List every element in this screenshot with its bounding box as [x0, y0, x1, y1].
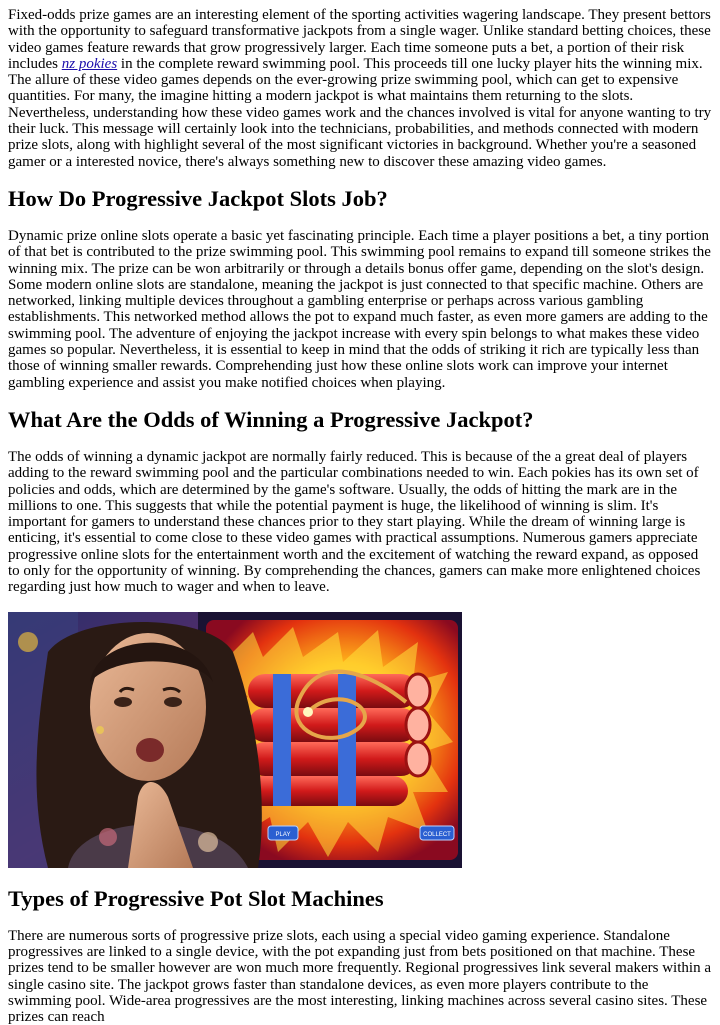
- machine-button-1-label: PLAY: [275, 831, 291, 838]
- nz-pokies-link[interactable]: nz pokies: [61, 55, 118, 72]
- intro-text-after-link: in the complete reward swimming pool. This proceeds till one lucky player hits the winning mix. The allure of these video games depends on the ever-growing prize swimming pool, which can get to expensive quantities. For many, the imagine hitting a modern jackpot is what maintains them returning to the slots. Nevertheless, understanding how these video games work and the chances involved is vital for anyone wanting to try their luck. This message will certainly look into the technicians, probabilities, and methods connected with modern prize slots, along with highlight several of the most significant victories in background. Whether you're a seasoned gamer or a interested novice, there's always something new to discover these amazing video games.: [8, 55, 712, 170]
- hero-image: [8, 612, 462, 868]
- section-heading-how-it-works: How Do Progressive Jackpot Slots Job?: [8, 185, 388, 211]
- dynamite-bundle: [248, 671, 430, 805]
- intro-paragraph: [8, 7, 712, 170]
- section-heading-odds: What Are the Odds of Winning a Progressive Jackpot?: [8, 406, 534, 432]
- machine-button-2-label: COLLECT: [423, 831, 451, 838]
- presenter-woman: [36, 622, 261, 868]
- section-body-types: There are numerous sorts of progressive prize slots, each using a special video gaming experience. Standalone progressives are linked to a single device, with the pot expanding just from bets positioned on that machine. These prizes tend to be smaller however are won much more frequently. Regional progressives link several makers within a single casino site. The jackpot grows faster than standalone devices, as even more players contribute to the swimming pool. Wide-area progressives are the most interesting, linking machines across several casino sites. These prizes can reach: [8, 927, 711, 1025]
- section-body-how-it-works: Dynamic prize online slots operate a basic yet fascinating principle. Each time a player positions a bet, a tiny portion of that bet is contributed to the prize swimming pool. This swimming pool remains to expand till someone strikes the winning mix. The prize can be won arbitrarily or through a details bonus offer game, depending on the slot's design. Some modern online slots are standalone, meaning the jackpot is just connected to that specific machine. Others are networked, linking multiple devices throughout a gambling enterprise or perhaps across various gambling establishments. This networked method allows the pot to expand much faster, as even more gamers are adding to the swimming pool. The adventure of enjoying the jackpot increase with every spin belongs to what makes these video games so popular. Nevertheless, it is essential to keep in mind that the odds of striking it rich are typically less than those of winning smaller rewards. Comprehending just how these online slots work can improve your internet gambling experience and assist you make notified choices when playing.: [8, 227, 711, 391]
- intro-text-before-link: Fixed-odds prize games are an interesting element of the sporting activities wagering landscape. They present bettors with the opportunity to safeguard transformative jackpots from a single wager. Unlike standard betting choices, these video games feature rewards that grow progressively larger. Each time someone puts a bet, a portion of their risk includes: [8, 7, 711, 72]
- section-heading-types: Types of Progressive Pot Slot Machines: [8, 885, 384, 911]
- casino-slot-photo: [8, 612, 462, 868]
- section-body-odds: The odds of winning a dynamic jackpot are normally fairly reduced. This is because of the a great deal of players adding to the reward swimming pool and the particular combinations needed to win. Each pokies has its own set of policies and odds, which are determined by the game's software. Usually, the odds of hitting the mark are in the millions to one. This suggests that while the potential payment is huge, the likelihood of winning is slim. It's important for gamers to understand these chances prior to they start playing. While the dream of winning large is enticing, it's essential to come close to these video games with practical assumptions. Numerous gamers appreciate progressive online slots for the entertainment worth and the excitement of watching the reward expand, as opposed to only for the opportunity of winning. By comprehending the chances, gamers can make more enlightened choices regarding just how much to wager and when to leave.: [8, 448, 701, 596]
